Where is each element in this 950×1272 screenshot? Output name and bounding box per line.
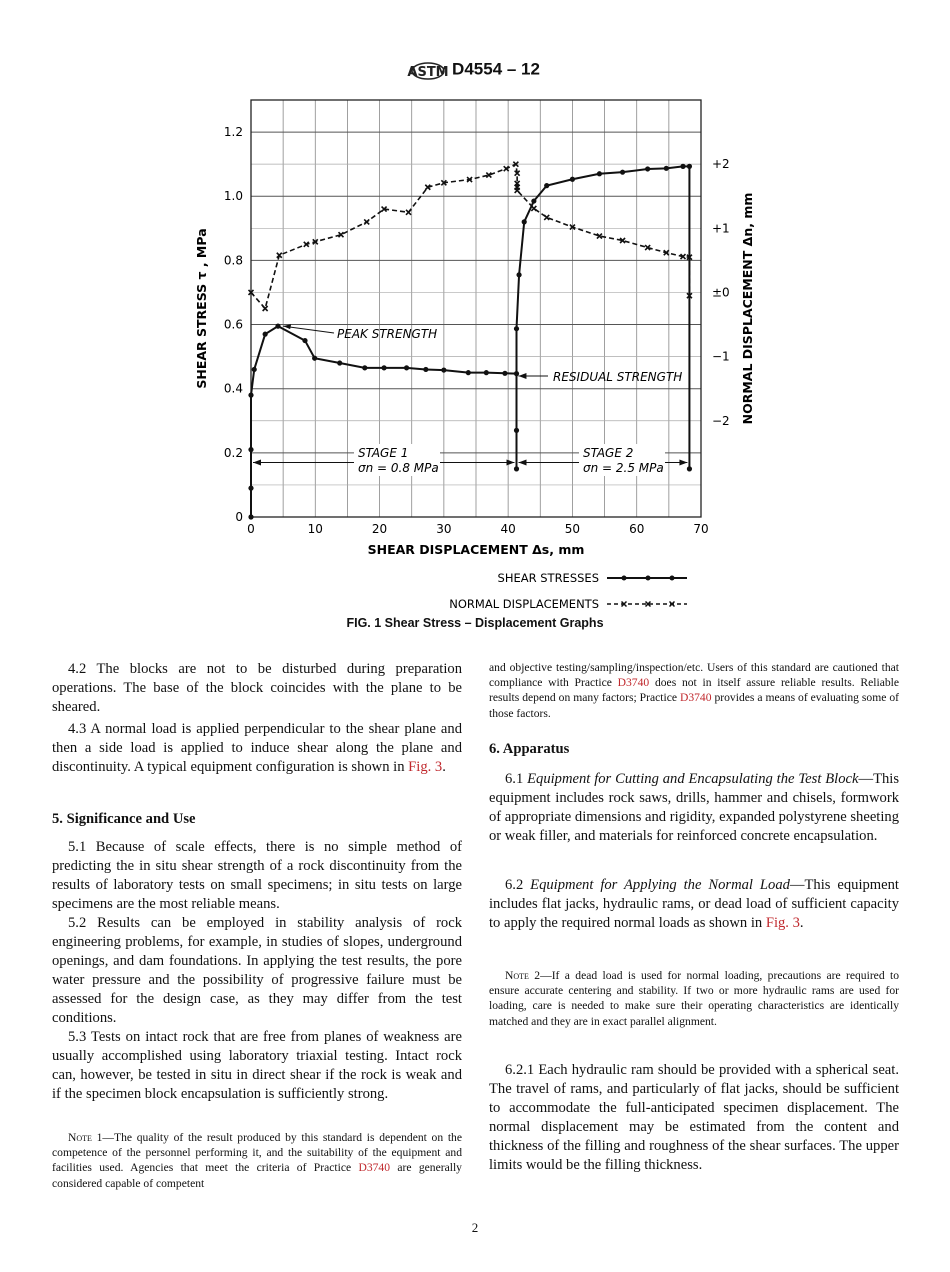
stage1-label: STAGE 1 xyxy=(358,446,409,460)
stage2-span-head-left xyxy=(519,459,527,465)
x-tick-label: 50 xyxy=(564,522,581,536)
y-axis-title: SHEAR STRESS τ , MPa xyxy=(194,228,209,389)
note-label: Note 2 xyxy=(505,969,541,982)
y-tick-label: 1.2 xyxy=(223,125,243,140)
peak-strength-label: PEAK STRENGTH xyxy=(337,327,438,341)
x-tick-label: 0 xyxy=(247,522,255,536)
x-tick-label: 70 xyxy=(693,522,709,536)
svg-text:ASTM: ASTM xyxy=(407,65,449,80)
subheading: Equipment for Cutting and Encapsulating the Test Block xyxy=(527,771,859,787)
y-tick-label: 0.6 xyxy=(223,317,243,332)
y2-tick-label: −2 xyxy=(712,413,730,428)
y-tick-label: 1.0 xyxy=(223,189,243,204)
shear-stress-point xyxy=(252,367,257,372)
residual-arrowhead xyxy=(518,373,526,379)
legend-shear-label: SHEAR STRESSES xyxy=(497,571,599,585)
d3740-link[interactable]: D3740 xyxy=(358,1161,391,1175)
paragraph-6-2-1: 6.2.1 Each hydraulic ram should be provided with a spherical seat. The travel of rams, and particularly of flat jacks, should be sufficient to accommodate the full-anticipated specimen displacement. The normal displacement may be estimated from the content and thickness of the filling and roughness of the shear surfaces. The upper limits would be the filling thickness. xyxy=(489,1062,899,1173)
normal-displacement-line xyxy=(251,164,689,308)
y-tick-label: 0.8 xyxy=(223,253,243,268)
shear-stress-point xyxy=(680,164,685,169)
paragraph-5-1: 5.1 Because of scale effects, there is no simple method of predicting the in situ shear strength of a rock discontinuity from the results of laboratory tests on small specimens; in situ tests on large specimens are the most reliable means. xyxy=(52,839,462,912)
y2-tick-label: ±0 xyxy=(712,285,730,300)
x-tick-label: 60 xyxy=(629,522,645,536)
fig3-link[interactable]: Fig. 3 xyxy=(408,758,443,775)
figure-caption: FIG. 1 Shear Stress – Displacement Graphs xyxy=(346,616,604,630)
shear-stress-point xyxy=(484,370,489,375)
shear-stress-point xyxy=(516,272,521,277)
designation: D4554 – 12 xyxy=(452,59,540,79)
y-tick-label: 0.4 xyxy=(223,381,243,396)
legend-shear-marker xyxy=(670,576,675,581)
text: —This equipment includes rock saws, drills, hammer and chisels, formwork of appropriate dimensions and rigidity, expanded polystyrene sheeting or weak filler, and materials for reinforced concrete encapsulation. xyxy=(489,771,900,844)
normal-displacement-point xyxy=(531,206,536,211)
shear-stress-point xyxy=(664,166,669,171)
normal-displacement-point xyxy=(544,215,549,220)
stage2-sigma: σn = 2.5 MPa xyxy=(583,461,664,475)
shear-stress-point xyxy=(337,360,342,365)
stage1-span-head-right xyxy=(507,459,515,465)
shear-stress-point xyxy=(570,177,575,182)
normal-displacement-point xyxy=(263,306,268,311)
text: provides a means of evaluating some of those factors. xyxy=(489,691,899,720)
shear-stress-point xyxy=(263,332,268,337)
y2-axis-title: NORMAL DISPLACEMENT Δn, mm xyxy=(740,192,755,425)
shear-stress-point xyxy=(620,170,625,175)
residual-strength-label: RESIDUAL STRENGTH xyxy=(553,370,683,384)
paragraph-5-3: 5.3 Tests on intact rock that are free from planes of weakness are usually accomplished using laboratory triaxial testing. Intact rock can, however, be tested in situ in direct shear if the rock is weak and if the specimen block encapsulation is sufficiently strong. xyxy=(52,1029,462,1102)
shear-stress-point xyxy=(645,166,650,171)
normal-displacement-point xyxy=(406,210,411,215)
shear-stress-point xyxy=(514,466,519,471)
shear-stress-point xyxy=(441,367,446,372)
note-1-continued xyxy=(489,660,899,721)
shear-stress-point xyxy=(687,164,692,169)
x-tick-label: 40 xyxy=(500,522,516,536)
shear-stress-point xyxy=(522,219,527,224)
y2-tick-label: +2 xyxy=(712,157,730,172)
paragraph-4-2: 4.2 The blocks are not to be disturbed during preparation operations. The base of the block coincides with the plane to be sheared. xyxy=(52,661,462,715)
shear-stress-point xyxy=(302,338,307,343)
legend-normal-label: NORMAL DISPLACEMENTS xyxy=(449,597,599,611)
note-label: Note 1 xyxy=(68,1131,103,1144)
text: are generally considered capable of competent xyxy=(52,1161,462,1190)
stage1-sigma: σn = 0.8 MPa xyxy=(358,461,439,475)
x-axis-title: SHEAR DISPLACEMENT Δs, mm xyxy=(367,542,585,557)
shear-stress-point xyxy=(502,371,507,376)
shear-stress-point xyxy=(362,365,367,370)
shear-stress-point xyxy=(687,466,692,471)
shear-stress-point xyxy=(248,447,253,452)
shear-stress-point xyxy=(514,326,519,331)
legend-shear-marker xyxy=(622,576,627,581)
legend-shear-marker xyxy=(646,576,651,581)
shear-stress-point xyxy=(597,171,602,176)
shear-stress-point xyxy=(404,365,409,370)
text: 6.1 xyxy=(505,771,528,787)
text: 6.2 xyxy=(505,877,531,893)
shear-stress-point xyxy=(466,370,471,375)
text: —This equipment includes flat jacks, hydraulic rams, or dead load of sufficient capacity to apply the required normal loads as shown in xyxy=(489,877,899,931)
x-tick-label: 20 xyxy=(371,522,388,536)
x-tick-label: 30 xyxy=(436,522,452,536)
section-5-heading: 5. Significance and Use xyxy=(52,811,196,827)
y-tick-label: 0.2 xyxy=(223,445,243,460)
paragraph-5-2: 5.2 Results can be employed in stability analysis of rock engineering problems, for example, in studies of slopes, underground openings, and dam foundations. In applying the test results, the pore water pressure and the possibility of progressive failure must be assessed for the design case, as they may differ from the test conditions. xyxy=(52,915,462,1026)
stage1-span-head-left xyxy=(253,459,261,465)
text: —The quality of the result produced by this standard is dependent on the competence of the personnel performing it, and the suitability of the equipment and facilities used. Agencies that meet the criteria of Practice xyxy=(52,1131,462,1175)
section-6-heading: 6. Apparatus xyxy=(489,741,570,757)
shear-stress-point xyxy=(514,428,519,433)
shear-stress-point xyxy=(381,365,386,370)
x-tick-label: 10 xyxy=(307,522,323,536)
shear-stress-point xyxy=(544,183,549,188)
fig3-link[interactable]: Fig. 3 xyxy=(765,914,800,931)
stage2-span-head-right xyxy=(679,459,687,465)
shear-stress-point xyxy=(514,371,519,376)
text: and objective testing/sampling/inspection/etc. Users of this standard are cautioned that compliance with Practice xyxy=(489,661,899,690)
paragraph-4-3: 4.3 A normal load is applied perpendicular to the shear plane and then a side load is applied to induce shear along the plane and discontinuity. A typical equipment configuration is shown in Fig. 3. xyxy=(52,721,462,775)
stage2-label: STAGE 2 xyxy=(583,446,634,460)
paragraph-6-1 xyxy=(489,770,899,846)
y-tick-label: 0 xyxy=(235,510,243,524)
page-number: 2 xyxy=(471,1220,479,1235)
shear-stress-point xyxy=(531,198,536,203)
shear-stress-point xyxy=(248,393,253,398)
text: —If a dead load is used for normal loading, precautions are required to ensure accurate centering and stability. If two or more hydraulic rams are used for loading, care is needed to make sure their operating characteristics are identically matched and they are in exact parallel alignment. xyxy=(489,969,900,1028)
y2-tick-label: +1 xyxy=(712,221,730,236)
text: 4.3 A normal load is applied perpendicular to the shear plane and then a side load is applied to induce shear along the plane and discontinuity. A typical equipment configuration is shown in xyxy=(52,721,462,775)
shear-stress-point xyxy=(312,356,317,361)
text: does not in itself assure reliable results. Reliable results depend on many factors; Practice xyxy=(489,676,900,705)
note-2 xyxy=(489,968,899,1029)
shear-stress-point xyxy=(248,486,253,491)
d3740-link[interactable]: D3740 xyxy=(617,676,650,690)
paragraph-6-2: 6.2 Equipment for Applying the Normal Load—This equipment includes flat jacks, hydraulic rams, or dead load of sufficient capacity to apply the required normal loads as shown in Fig. 3. xyxy=(489,877,899,931)
shear-stress-point xyxy=(248,514,253,519)
subheading: Equipment for Applying the Normal Load xyxy=(530,877,790,893)
note-1 xyxy=(52,1130,462,1191)
shear-stress-point xyxy=(423,367,428,372)
y2-tick-label: −1 xyxy=(712,349,730,364)
d3740-link[interactable]: D3740 xyxy=(679,691,712,705)
shear-stress-point xyxy=(275,324,280,329)
